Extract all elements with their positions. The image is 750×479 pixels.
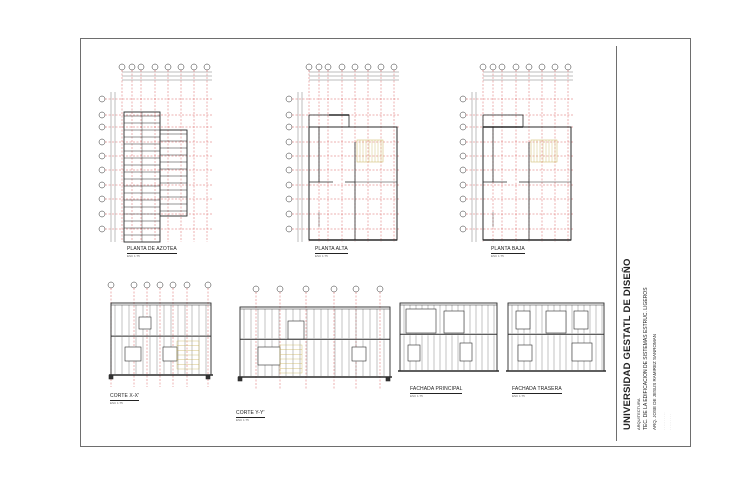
- grid-bubble-column: [157, 282, 163, 288]
- grid-bubble-row: [99, 226, 105, 232]
- plan-upper-drawing: [286, 64, 399, 242]
- facade-rear-drawing: [506, 303, 606, 371]
- label-facade-rear: FACHADA TRASERA: [512, 386, 562, 392]
- window: [163, 347, 177, 361]
- exterior-wall: [309, 127, 397, 240]
- grid-bubble-column: [353, 286, 359, 292]
- grid-bubble-row: [460, 96, 466, 102]
- grid-bubble-column: [378, 64, 384, 70]
- window: [125, 347, 141, 361]
- scale-plan-roof: ESC 1:75: [127, 254, 140, 258]
- grid-bubble-column: [513, 64, 519, 70]
- window: [518, 345, 532, 361]
- grid-bubble-row: [99, 112, 105, 118]
- grid-bubble-column: [205, 282, 211, 288]
- grid-bubble-column: [365, 64, 371, 70]
- section-y-drawing: [238, 286, 392, 389]
- window: [516, 311, 530, 329]
- grid-bubble-row: [286, 226, 292, 232]
- scale-plan-upper: ESC 1:75: [315, 254, 328, 258]
- grid-bubble-row: [460, 182, 466, 188]
- label-plan-upper: PLANTA ALTA: [315, 246, 348, 252]
- university-name: UNIVERSIDAD GESTATL DE DISEÑO: [622, 258, 633, 430]
- label-facade-front: FACHADA PRINCIPAL: [410, 386, 463, 392]
- notes-line-1: · · · · · · · · · ·: [662, 412, 666, 430]
- exterior-wall-upper: [309, 115, 349, 127]
- grid-bubble-column: [325, 64, 331, 70]
- grid-bubble-column: [170, 282, 176, 288]
- grid-bubble-column: [144, 282, 150, 288]
- grid-bubble-row: [460, 112, 466, 118]
- grid-bubble-column: [253, 286, 259, 292]
- grid-bubble-column: [565, 64, 571, 70]
- grid-bubble-row: [286, 182, 292, 188]
- window: [406, 309, 436, 333]
- grid-bubble-row: [99, 96, 105, 102]
- grid-bubble-column: [331, 286, 337, 292]
- grid-bubble-row: [286, 96, 292, 102]
- window: [444, 311, 464, 333]
- grid-bubble-row: [99, 139, 105, 145]
- label-section-y: CORTE Y-Y': [236, 410, 265, 416]
- grid-bubble-column: [480, 64, 486, 70]
- grid-bubble-row: [460, 153, 466, 159]
- facade-front-drawing: [398, 303, 499, 371]
- grid-bubble-row: [286, 139, 292, 145]
- grid-bubble-column: [165, 64, 171, 70]
- label-plan-ground: PLANTA BAJA: [491, 246, 525, 252]
- roof-outline-wing: [160, 130, 187, 216]
- scale-section-y: ESC 1:75: [236, 418, 249, 422]
- label-section-x: CORTE X-X': [110, 393, 140, 399]
- teacher-name: ARQ. JOSE DE JESUS RAMIREZ SANROMAN: [652, 333, 657, 430]
- grid-bubble-row: [99, 124, 105, 130]
- section-x-drawing: [108, 282, 213, 387]
- scale-facade-front: ESC 1:75: [410, 394, 423, 398]
- stair-outline: [531, 140, 557, 162]
- grid-bubble-column: [138, 64, 144, 70]
- notes-line-2: · · · · · · · · ·: [668, 414, 672, 430]
- grid-bubble-row: [99, 167, 105, 173]
- scale-facade-rear: ESC 1:75: [512, 394, 525, 398]
- grid-bubble-column: [184, 282, 190, 288]
- grid-bubble-column: [178, 64, 184, 70]
- grid-bubble-row: [460, 167, 466, 173]
- grid-bubble-row: [460, 124, 466, 130]
- window: [352, 347, 366, 361]
- footing: [206, 375, 210, 379]
- stair-outline: [357, 140, 383, 162]
- footing: [109, 375, 113, 379]
- grid-bubble-row: [286, 124, 292, 130]
- grid-bubble-column: [552, 64, 558, 70]
- exterior-wall: [483, 127, 571, 240]
- grid-bubble-column: [306, 64, 312, 70]
- exterior-wall-upper: [483, 115, 523, 127]
- window: [460, 343, 472, 361]
- grid-bubble-column: [191, 64, 197, 70]
- program-name: ARQUITECTURA: [636, 398, 641, 430]
- footing: [238, 377, 242, 381]
- grid-bubble-row: [286, 196, 292, 202]
- grid-bubble-column: [303, 286, 309, 292]
- grid-bubble-row: [460, 139, 466, 145]
- grid-bubble-column: [490, 64, 496, 70]
- grid-bubble-row: [286, 153, 292, 159]
- window: [574, 311, 588, 329]
- grid-bubble-column: [539, 64, 545, 70]
- grid-bubble-column: [377, 286, 383, 292]
- grid-bubble-column: [119, 64, 125, 70]
- window: [572, 343, 592, 361]
- grid-bubble-row: [286, 112, 292, 118]
- scale-plan-ground: ESC 1:75: [491, 254, 504, 258]
- title-block: [616, 46, 686, 441]
- grid-bubble-row: [286, 167, 292, 173]
- grid-bubble-row: [99, 211, 105, 217]
- grid-bubble-column: [204, 64, 210, 70]
- window: [408, 345, 420, 361]
- grid-bubble-row: [460, 196, 466, 202]
- grid-bubble-row: [286, 211, 292, 217]
- label-plan-roof: PLANTA DE AZOTEA: [127, 246, 177, 252]
- grid-bubble-column: [152, 64, 158, 70]
- grid-bubble-column: [108, 282, 114, 288]
- window: [258, 347, 280, 365]
- elevation-outline: [240, 307, 390, 377]
- grid-bubble-row: [99, 153, 105, 159]
- grid-bubble-column: [499, 64, 505, 70]
- grid-bubble-column: [129, 64, 135, 70]
- plan-ground-drawing: [460, 64, 573, 242]
- grid-bubble-column: [316, 64, 322, 70]
- plan-roof-drawing: [99, 64, 212, 242]
- window: [139, 317, 151, 329]
- grid-bubble-column: [131, 282, 137, 288]
- grid-bubble-row: [99, 182, 105, 188]
- grid-bubble-column: [391, 64, 397, 70]
- grid-bubble-row: [460, 211, 466, 217]
- window: [546, 311, 566, 333]
- grid-bubble-row: [99, 196, 105, 202]
- grid-bubble-column: [277, 286, 283, 292]
- course-name: TEC. DE LA EDIFICACION DE SISTEMAS ESTRUC. LIGEROS: [643, 287, 649, 430]
- footing: [386, 377, 390, 381]
- grid-bubble-column: [352, 64, 358, 70]
- grid-bubble-column: [339, 64, 345, 70]
- grid-bubble-column: [526, 64, 532, 70]
- window: [288, 321, 304, 339]
- grid-bubble-row: [460, 226, 466, 232]
- scale-section-x: ESC 1:75: [110, 401, 123, 405]
